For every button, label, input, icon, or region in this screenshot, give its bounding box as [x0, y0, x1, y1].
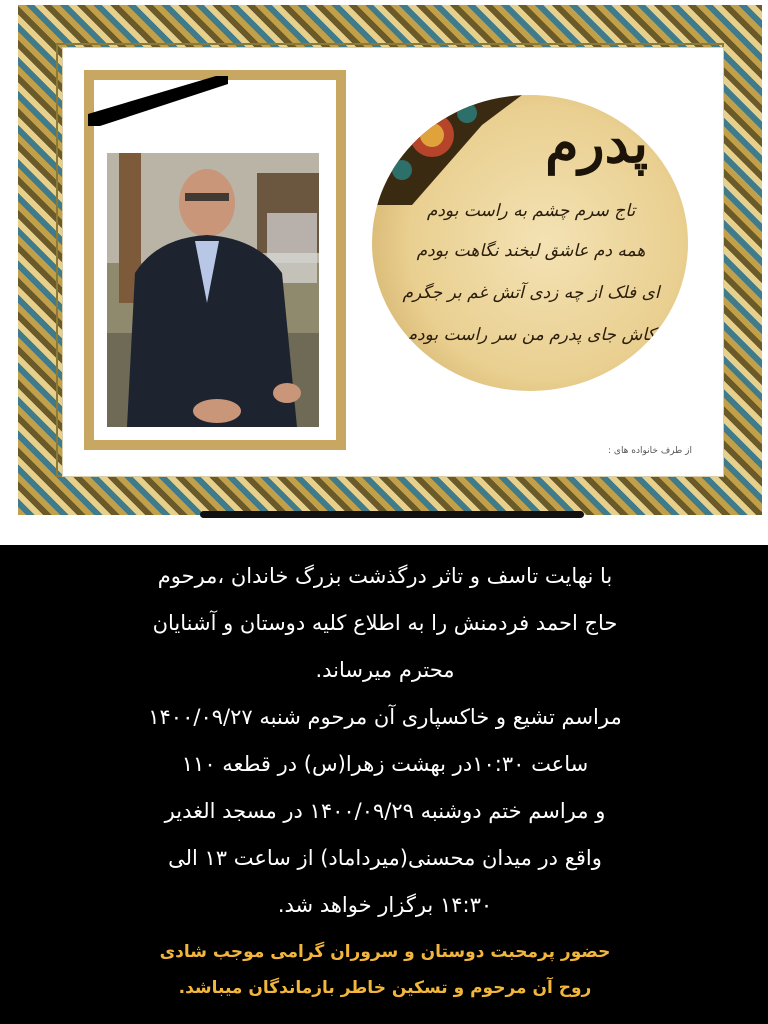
closing-message — [80, 934, 690, 1006]
poem-title: پدرم — [545, 111, 648, 175]
portrait-photo — [107, 153, 319, 427]
announcement-line: و مراسم ختم دوشنبه ۱۴۰۰/۰۹/۲۹ در مسجد الغدیر — [164, 799, 606, 823]
announcement-line: ۱۴:۳۰ برگزار خواهد شد. — [277, 893, 493, 917]
closing-line: روح آن مرحوم و تسکین خاطر بازماندگان میباشد. — [178, 978, 592, 998]
poem-line: تاج سرم چشم به راست بودم — [426, 201, 636, 221]
poem-line: ای فلک از چه زدی آتش غم بر جگرم — [402, 283, 660, 303]
floral-ornament-icon — [372, 95, 522, 205]
announcement-line: با نهایت تاسف و تاثر درگذشت بزرگ خاندان ،مرحوم — [157, 564, 613, 588]
poem-line: کاش جای پدرم من سر راست بودم — [406, 325, 656, 345]
family-note: از طرف خانواده های : — [608, 446, 692, 456]
announcement-line: محترم میرساند. — [315, 658, 455, 682]
closing-line: حضور پرمحبت دوستان و سروران گرامی موجب شادی — [159, 942, 611, 962]
mourning-ribbon-icon — [88, 76, 228, 126]
announcement-text — [40, 553, 730, 929]
announcement-line: حاج احمد فردمنش را به اطلاع کلیه دوستان و آشنایان — [152, 611, 618, 635]
poem-line: همه دم عاشق لبخند نگاهت بودم — [416, 241, 646, 261]
announcement-line: مراسم تشیع و خاکسپاری آن مرحوم شنبه ۱۴۰۰/۰۹/۲۷ — [148, 705, 622, 729]
poem-medallion — [372, 95, 688, 391]
announcement-line: ساعت ۱۰:۳۰در بهشت زهرا(س) در قطعه ۱۱۰ — [181, 752, 589, 776]
horizontal-scrollbar[interactable] — [200, 511, 584, 518]
announcement-line: واقع در میدان محسنی(میرداماد) از ساعت ۱۳ الی — [168, 846, 602, 870]
